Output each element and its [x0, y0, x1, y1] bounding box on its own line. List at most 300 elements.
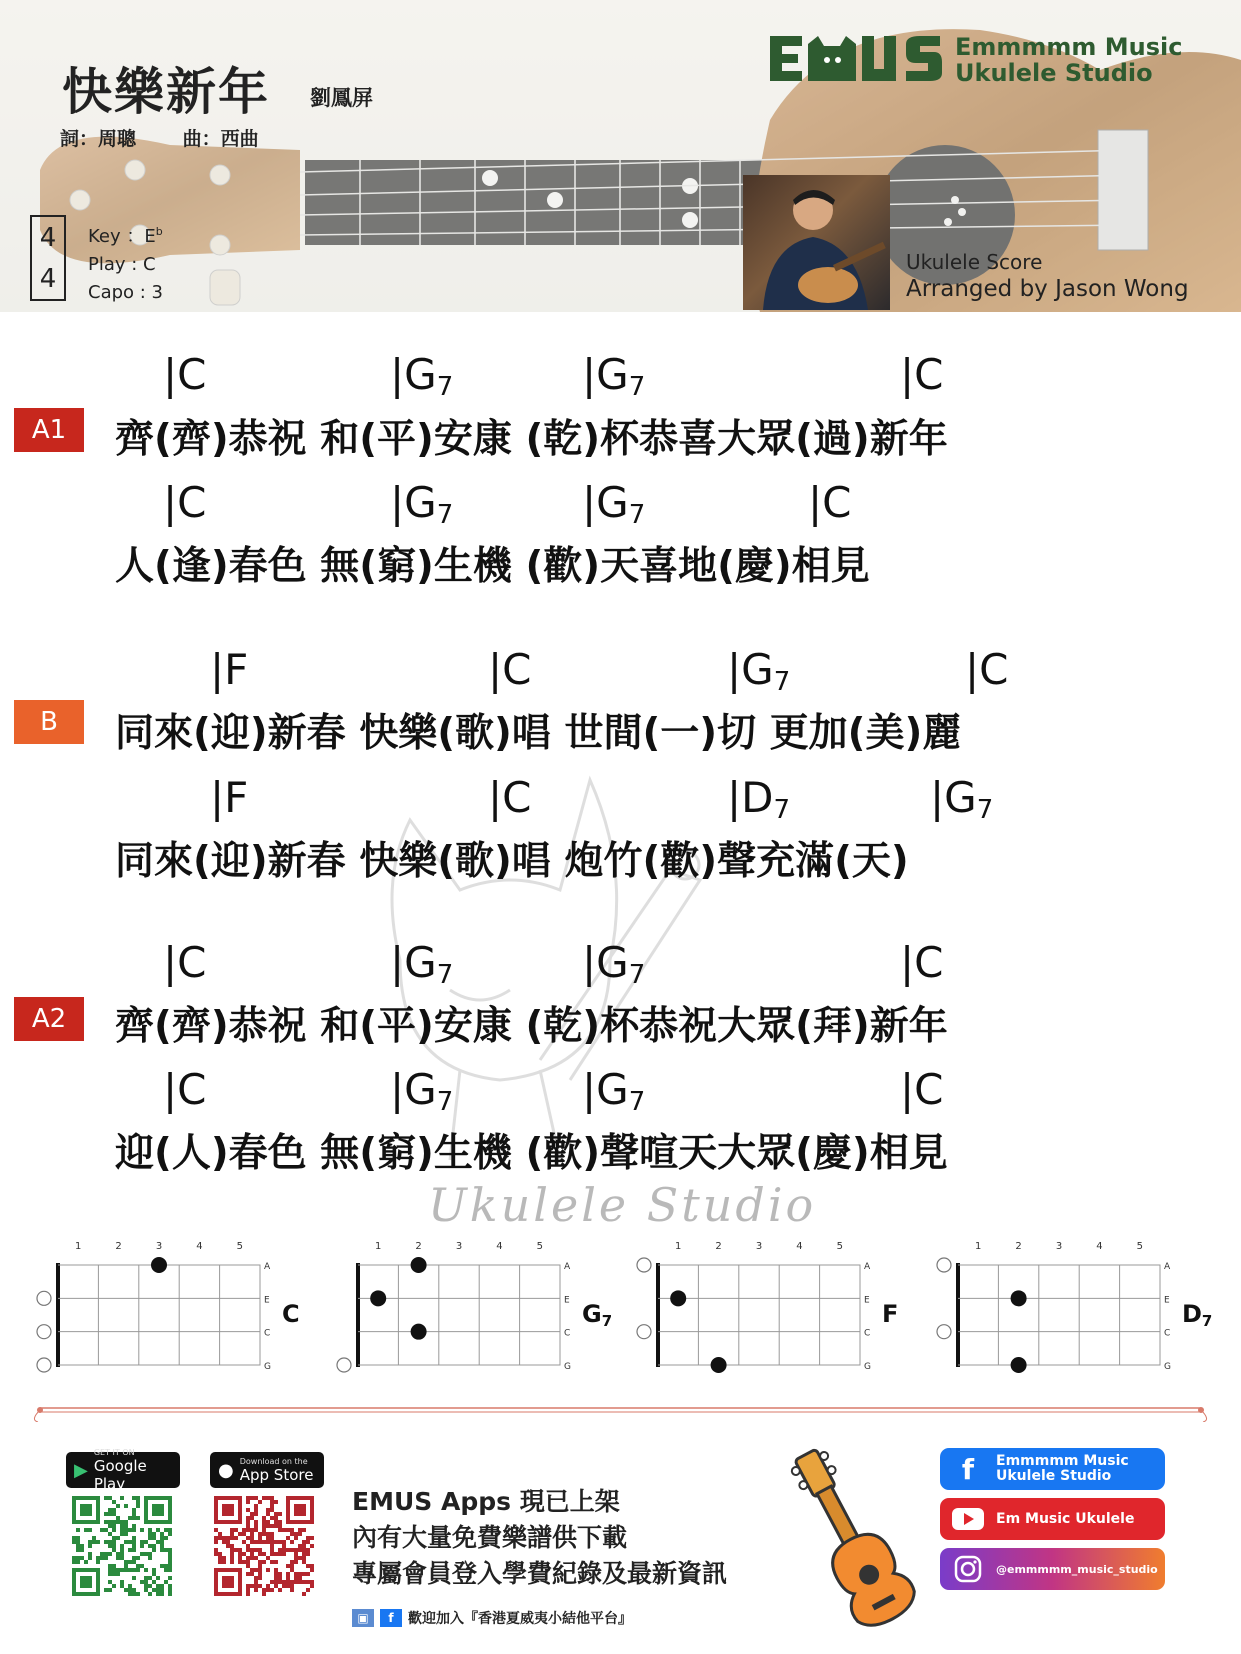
chord-name: C: [502, 645, 532, 694]
qr-module: [306, 1564, 310, 1568]
chord-diagram-svg: [328, 1230, 628, 1375]
finger-dot: [1011, 1357, 1027, 1373]
chord-label: $|G_7$: [930, 773, 994, 825]
qr-module: [112, 1512, 116, 1516]
qr-module: [254, 1496, 258, 1500]
qr-module: [286, 1528, 290, 1532]
qr-module: [242, 1540, 246, 1544]
qr-module: [298, 1556, 302, 1560]
qr-module: [112, 1536, 116, 1540]
qr-module: [144, 1568, 148, 1572]
qr-module: [108, 1524, 112, 1528]
lyric-line: 迎(人)春色 無(窮)生機 (歡)聲喧天大眾(慶)相見: [115, 1131, 948, 1176]
open-string-marker: [337, 1358, 351, 1372]
qr-module: [104, 1520, 108, 1524]
key-label: Key ：E: [88, 226, 156, 247]
qr-module: [290, 1584, 294, 1588]
qr-module: [246, 1556, 250, 1560]
qr-module: [286, 1580, 290, 1584]
chord-label: |C: [965, 645, 1009, 694]
qr-module: [128, 1548, 132, 1552]
qr-module: [120, 1556, 124, 1560]
chord-label: $|G_7$: [727, 645, 791, 697]
facebook-line-2: Ukulele Studio: [996, 1468, 1112, 1484]
qr-module: [160, 1540, 164, 1544]
qr-module: [132, 1556, 136, 1560]
qr-module: [254, 1568, 258, 1572]
qr-module: [258, 1576, 262, 1580]
qr-module: [148, 1528, 152, 1532]
qr-module: [152, 1568, 156, 1572]
qr-module: [282, 1552, 286, 1556]
string-label: G: [864, 1362, 871, 1372]
qr-module: [266, 1512, 270, 1516]
youtube-icon-shape: [952, 1508, 984, 1530]
string-label: G: [1164, 1362, 1171, 1372]
qr-module: [112, 1524, 116, 1528]
qr-module: [306, 1580, 310, 1584]
fret-number: 2: [1015, 1241, 1022, 1252]
qr-module: [148, 1584, 152, 1588]
qr-module: [132, 1592, 136, 1596]
qr-module: [108, 1508, 112, 1512]
qr-module: [258, 1540, 262, 1544]
qr-module: [124, 1564, 128, 1568]
qr-module: [270, 1548, 274, 1552]
chord-label: $|G_7$: [390, 1065, 454, 1117]
qr-module: [100, 1556, 104, 1560]
qr-module: [250, 1548, 254, 1552]
chord-label: $|G_7$: [390, 478, 454, 530]
qr-module: [310, 1584, 314, 1588]
qr-module: [160, 1584, 164, 1588]
qr-module: [136, 1592, 140, 1596]
qr-module: [298, 1532, 302, 1536]
fretboard: [358, 1265, 560, 1365]
lyric-line: 同來(迎)新春 快樂(歌)唱 炮竹(歡)聲充滿(天): [115, 839, 909, 884]
chord-sub: 7: [773, 795, 791, 825]
qr-module: [132, 1524, 136, 1528]
chord-sub: 7: [436, 960, 454, 990]
qr-module: [282, 1544, 286, 1548]
string-label: E: [264, 1295, 270, 1306]
open-string-marker: [37, 1358, 51, 1372]
qr-module: [108, 1512, 112, 1516]
chord-label: |C: [488, 645, 532, 694]
qr-module: [294, 1576, 298, 1580]
qr-module: [310, 1544, 314, 1548]
qr-module: [278, 1588, 282, 1592]
qr-module: [270, 1496, 274, 1500]
qr-module: [302, 1560, 306, 1564]
chord-name: G: [596, 938, 629, 987]
qr-module: [298, 1576, 302, 1580]
qr-module: [112, 1544, 116, 1548]
fret-number: 1: [75, 1241, 82, 1252]
open-string-marker: [37, 1325, 51, 1339]
fb-group-link[interactable]: [352, 1608, 632, 1628]
qr-module: [116, 1516, 120, 1520]
qr-module: [274, 1540, 278, 1544]
fret-number: 1: [375, 1241, 382, 1252]
qr-module: [298, 1548, 302, 1552]
qr-module: [258, 1552, 262, 1556]
qr-finder: [152, 1504, 164, 1516]
chart-chord-sub: 7: [601, 1312, 613, 1330]
instagram-icon-shape: [954, 1555, 982, 1583]
qr-module: [140, 1564, 144, 1568]
qr-module: [160, 1532, 164, 1536]
qr-module: [278, 1540, 282, 1544]
qr-module: [266, 1588, 270, 1592]
brand-name: [955, 34, 1183, 86]
qr-module: [164, 1548, 168, 1552]
qr-module: [156, 1576, 160, 1580]
qr-module: [302, 1548, 306, 1552]
arranger-photo: [743, 175, 890, 310]
lyric-line: 齊(齊)恭祝 和(平)安康 (乾)杯恭祝大眾(拜)新年: [115, 1004, 948, 1049]
qr-module: [144, 1552, 148, 1556]
qr-module: [164, 1536, 168, 1540]
qr-code-android[interactable]: [72, 1496, 172, 1596]
qr-module: [282, 1540, 286, 1544]
qr-module: [274, 1560, 278, 1564]
qr-module: [140, 1528, 144, 1532]
qr-module: [238, 1552, 242, 1556]
chord-label: |C: [808, 478, 852, 527]
open-string-marker: [637, 1325, 651, 1339]
fret-number: 5: [836, 1241, 843, 1252]
chord-chart-c: [28, 1230, 328, 1375]
qr-module: [246, 1520, 250, 1524]
qr-module: [112, 1584, 116, 1588]
qr-module: [246, 1516, 250, 1520]
qr-module: [76, 1528, 80, 1532]
qr-module: [136, 1568, 140, 1572]
chord-label: $|G_7$: [582, 350, 646, 402]
qr-module: [148, 1592, 152, 1596]
qr-module: [246, 1544, 250, 1548]
qr-module: [254, 1508, 258, 1512]
qr-module: [298, 1572, 302, 1576]
qr-module: [266, 1508, 270, 1512]
string-label: A: [564, 1262, 571, 1272]
fret-number: 5: [536, 1241, 543, 1252]
qr-module: [124, 1560, 128, 1564]
qr-module: [254, 1588, 258, 1592]
open-string-marker: [37, 1291, 51, 1305]
fb-group-text: 歡迎加入『香港夏威夷小結他平台』: [408, 1611, 632, 1627]
instagram-link[interactable]: [940, 1548, 1165, 1590]
qr-module: [290, 1588, 294, 1592]
qr-module: [124, 1588, 128, 1592]
promo-text: [352, 1484, 727, 1592]
qr-module: [258, 1564, 262, 1568]
string-label: A: [264, 1262, 271, 1272]
qr-module: [226, 1544, 230, 1548]
chord-name: C: [177, 478, 207, 527]
chord-name: G: [404, 1065, 437, 1114]
fret-number: 4: [196, 1241, 203, 1252]
qr-module: [168, 1552, 172, 1556]
chord-name: G: [404, 478, 437, 527]
qr-module: [100, 1528, 104, 1532]
qr-module: [270, 1552, 274, 1556]
qr-module: [310, 1564, 314, 1568]
promo-line-1: EMUS Apps 現已上架: [352, 1487, 620, 1516]
chord-label: $|G_7$: [582, 478, 646, 530]
qr-module: [76, 1560, 80, 1564]
qr-module: [72, 1540, 76, 1544]
qr-module: [246, 1548, 250, 1552]
qr-module: [76, 1544, 80, 1548]
chord-chart-g7: [328, 1230, 628, 1375]
chord-sub: 7: [436, 500, 454, 530]
qr-module: [250, 1528, 254, 1532]
qr-module: [262, 1520, 266, 1524]
qr-module: [254, 1556, 258, 1560]
fretboard: [58, 1265, 260, 1365]
qr-module: [270, 1508, 274, 1512]
qr-module: [254, 1540, 258, 1544]
qr-finder: [294, 1504, 306, 1516]
play-line: Play : C: [88, 254, 156, 275]
qr-module: [278, 1524, 282, 1528]
qr-module: [278, 1580, 282, 1584]
qr-module: [132, 1496, 136, 1500]
qr-module: [270, 1560, 274, 1564]
qr-module: [132, 1528, 136, 1532]
qr-module: [132, 1568, 136, 1572]
fret-number: 1: [675, 1241, 682, 1252]
youtube-link[interactable]: [940, 1498, 1165, 1540]
qr-module: [234, 1548, 238, 1552]
arranger: Arranged by Jason Wong: [906, 276, 1189, 302]
lyric-line: 同來(迎)新春 快樂(歌)唱 世間(一)切 更加(美)麗: [115, 711, 962, 756]
qr-module: [132, 1536, 136, 1540]
credits: [60, 124, 299, 151]
qr-module: [120, 1520, 124, 1524]
chord-label: $|G_7$: [582, 938, 646, 990]
qr-module: [258, 1572, 262, 1576]
qr-module: [258, 1548, 262, 1552]
chord-name: F: [224, 773, 249, 822]
qr-module: [214, 1528, 218, 1532]
qr-module: [124, 1540, 128, 1544]
chord-label: |C: [163, 1065, 207, 1114]
qr-module: [132, 1588, 136, 1592]
qr-module: [214, 1548, 218, 1552]
qr-module: [144, 1540, 148, 1544]
qr-module: [160, 1544, 164, 1548]
open-string-marker: [937, 1258, 951, 1272]
qr-module: [258, 1536, 262, 1540]
time-signature: [30, 215, 66, 301]
qr-module: [262, 1540, 266, 1544]
qr-module: [270, 1504, 274, 1508]
chord-name: G: [596, 478, 629, 527]
qr-module: [108, 1532, 112, 1536]
qr-module: [254, 1520, 258, 1524]
qr-module: [266, 1536, 270, 1540]
fret-number: 5: [1136, 1241, 1143, 1252]
facebook-line-1: Emmmmm Music: [996, 1453, 1129, 1469]
qr-module: [274, 1500, 278, 1504]
qr-module: [128, 1592, 132, 1596]
qr-module: [144, 1580, 148, 1584]
chord-label: |C: [163, 478, 207, 527]
qr-module: [246, 1508, 250, 1512]
qr-module: [302, 1580, 306, 1584]
qr-module: [250, 1496, 254, 1500]
qr-module: [144, 1576, 148, 1580]
chord-label: |C: [900, 350, 944, 399]
qr-finder: [80, 1576, 92, 1588]
ukulele-illustration: [778, 1440, 918, 1630]
qr-module: [262, 1560, 266, 1564]
qr-module: [132, 1540, 136, 1544]
qr-module: [278, 1548, 282, 1552]
qr-module: [84, 1560, 88, 1564]
chord-sub: 7: [628, 372, 646, 402]
qr-module: [88, 1556, 92, 1560]
qr-module: [294, 1532, 298, 1536]
qr-module: [274, 1580, 278, 1584]
qr-module: [254, 1584, 258, 1588]
fret-number: 2: [115, 1241, 122, 1252]
qr-module: [112, 1564, 116, 1568]
chord-sub: 7: [436, 372, 454, 402]
qr-module: [218, 1552, 222, 1556]
qr-module: [250, 1516, 254, 1520]
qr-module: [282, 1584, 286, 1588]
qr-module: [274, 1552, 278, 1556]
qr-module: [306, 1552, 310, 1556]
qr-module: [104, 1540, 108, 1544]
string-label: E: [864, 1295, 870, 1306]
qr-module: [160, 1564, 164, 1568]
qr-module: [234, 1528, 238, 1532]
qr-module: [250, 1572, 254, 1576]
qr-module: [250, 1568, 254, 1572]
qr-module: [128, 1560, 132, 1564]
score-type: Ukulele Score: [906, 250, 1043, 274]
chord-name: C: [914, 938, 944, 987]
qr-module: [294, 1560, 298, 1564]
chord-label: |C: [163, 350, 207, 399]
chord-label: $|G_7$: [390, 938, 454, 990]
qr-module: [108, 1520, 112, 1524]
qr-module: [214, 1552, 218, 1556]
qr-module: [246, 1524, 250, 1528]
qr-module: [108, 1540, 112, 1544]
google-play-button[interactable]: [66, 1447, 180, 1493]
qr-module: [168, 1568, 172, 1572]
chord-diagram-svg: [628, 1230, 928, 1375]
qr-module: [88, 1540, 92, 1544]
qr-module: [278, 1576, 282, 1580]
google-play-big: Google Play: [93, 1456, 147, 1493]
qr-module: [270, 1524, 274, 1528]
qr-code-ios[interactable]: [214, 1496, 314, 1596]
finger-dot: [151, 1257, 167, 1273]
qr-module: [290, 1580, 294, 1584]
qr-module: [282, 1580, 286, 1584]
qr-module: [128, 1516, 132, 1520]
fret-number: 4: [496, 1241, 503, 1252]
app-store-button[interactable]: [210, 1452, 324, 1488]
qr-module: [96, 1560, 100, 1564]
qr-module: [250, 1512, 254, 1516]
facebook-link[interactable]: [940, 1448, 1165, 1490]
qr-module: [274, 1516, 278, 1520]
qr-module: [132, 1516, 136, 1520]
qr-module: [290, 1540, 294, 1544]
qr-module: [132, 1560, 136, 1564]
qr-module: [124, 1524, 128, 1528]
qr-module: [76, 1548, 80, 1552]
qr-module: [148, 1552, 152, 1556]
qr-module: [270, 1540, 274, 1544]
qr-module: [140, 1540, 144, 1544]
qr-module: [144, 1584, 148, 1588]
qr-module: [104, 1528, 108, 1532]
chord-name: C: [502, 773, 532, 822]
qr-module: [230, 1552, 234, 1556]
chord-name: G: [404, 938, 437, 987]
qr-module: [306, 1540, 310, 1544]
chord-label: |C: [900, 938, 944, 987]
qr-module: [104, 1588, 108, 1592]
qr-module: [290, 1568, 294, 1572]
qr-module: [168, 1576, 172, 1580]
app-store-text: [240, 1457, 314, 1484]
qr-module: [238, 1556, 242, 1560]
chord-label: $|G_7$: [390, 350, 454, 402]
qr-module: [298, 1528, 302, 1532]
chord-label: |C: [900, 1065, 944, 1114]
brand-line-1: Emmmmm Music: [955, 33, 1183, 61]
qr-module: [230, 1536, 234, 1540]
qr-module: [218, 1560, 222, 1564]
string-label: G: [564, 1362, 571, 1372]
qr-module: [274, 1576, 278, 1580]
qr-module: [96, 1556, 100, 1560]
qr-module: [164, 1580, 168, 1584]
qr-module: [294, 1552, 298, 1556]
qr-module: [290, 1532, 294, 1536]
chart-chord-name: C: [282, 1300, 300, 1328]
qr-finder: [222, 1576, 234, 1588]
facebook-text: [996, 1454, 1129, 1484]
qr-module: [156, 1540, 160, 1544]
qr-module: [112, 1568, 116, 1572]
qr-module: [226, 1536, 230, 1540]
qr-module: [148, 1536, 152, 1540]
qr-module: [152, 1536, 156, 1540]
qr-module: [156, 1528, 160, 1532]
qr-module: [270, 1516, 274, 1520]
finger-dot: [1011, 1290, 1027, 1306]
qr-module: [120, 1528, 124, 1532]
qr-module: [258, 1560, 262, 1564]
qr-module: [222, 1536, 226, 1540]
qr-module: [294, 1580, 298, 1584]
singer-name: 劉鳳屏: [310, 86, 373, 110]
qr-module: [250, 1556, 254, 1560]
string-label: C: [864, 1328, 871, 1339]
chord-label: |F: [210, 645, 249, 694]
